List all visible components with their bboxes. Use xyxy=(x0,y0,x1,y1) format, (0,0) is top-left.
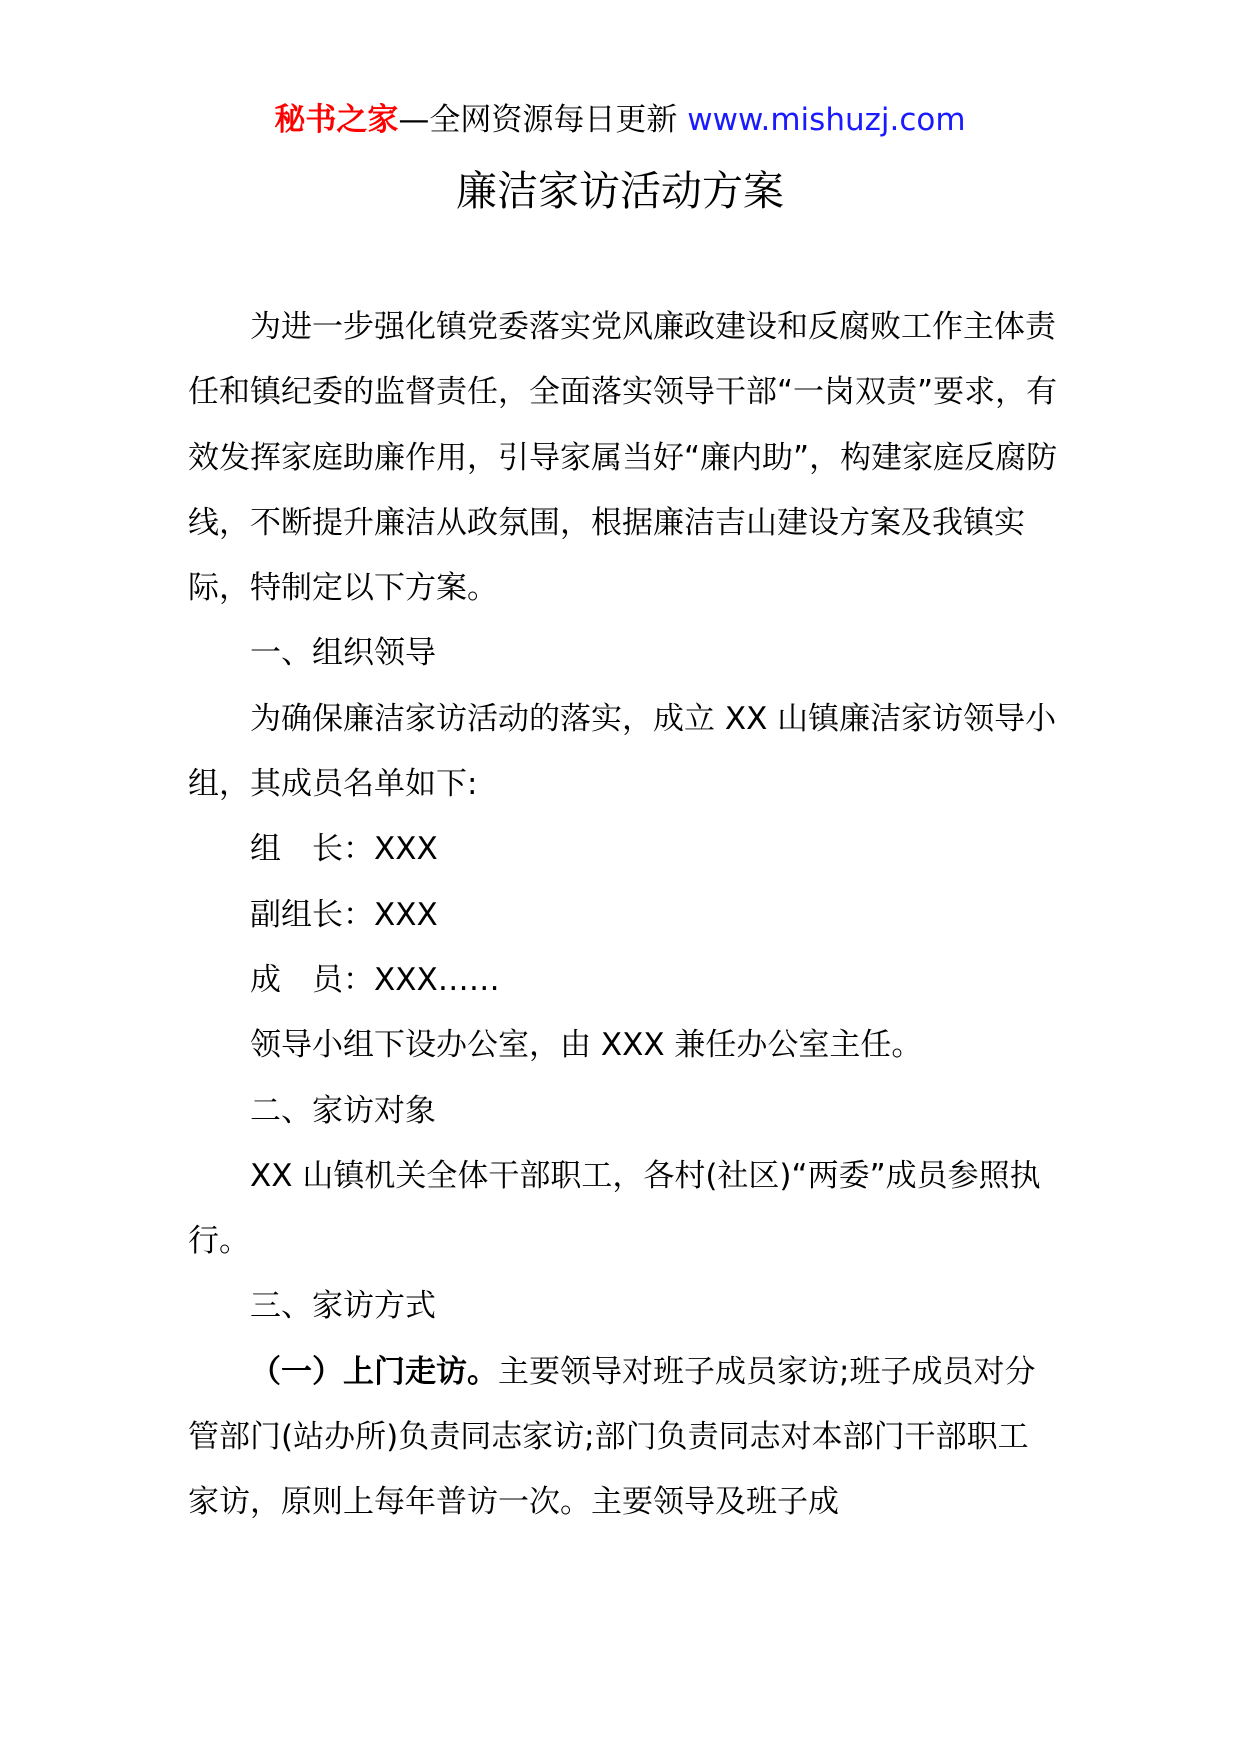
intro-paragraph: 为进一步强化镇党委落实党风廉政建设和反腐败工作主体责任和镇纪委的监督责任，全面落实领导干部“一岗双责”要求，有效发挥家庭助廉作用，引导家属当好“廉内助”，构建家庭反腐防线，不断提升廉洁从政氛围，根据廉洁吉山建设方案及我镇实际，特制定以下方案。 xyxy=(188,309,1058,607)
subsection-text: 主要领导对班子成员家访;班子成员对分管部门(站办所)负责同志家访;部门负责同志对本部门干部职工家访，原则上每年普访一次。主要领导及班子成 xyxy=(188,1353,1036,1521)
subsection-title: （一）上门走访。 xyxy=(250,1353,498,1390)
section-paragraph: XX 山镇机关全体干部职工，各村(社区)“两委”成员参照执行。 xyxy=(188,1157,1041,1260)
office-note: 领导小组下设办公室，由 XXX 兼任办公室主任。 xyxy=(250,1027,923,1064)
website-link[interactable]: www.mishuzj.com xyxy=(687,102,966,138)
section-paragraph: 为确保廉洁家访活动的落实，成立 XX 山镇廉洁家访领导小组，其成员名单如下: xyxy=(188,700,1057,803)
section-paragraph xyxy=(188,1340,1058,1536)
section-heading: 三、家访方式 xyxy=(250,1288,436,1325)
section-heading: 二、家访对象 xyxy=(250,1092,436,1129)
brand-name: 秘书之家 xyxy=(274,102,399,138)
section-heading: 一、组织领导 xyxy=(250,635,436,672)
header-slogan: —全网资源每日更新 xyxy=(398,102,688,138)
document-header xyxy=(0,100,1240,140)
member-leader: 组 长：XXX xyxy=(250,831,438,868)
document-title: 廉洁家访活动方案 xyxy=(456,167,784,215)
member-list: 成 员：XXX…… xyxy=(250,961,500,998)
member-deputy: 副组长：XXX xyxy=(250,896,438,933)
document-body xyxy=(188,295,1058,1536)
